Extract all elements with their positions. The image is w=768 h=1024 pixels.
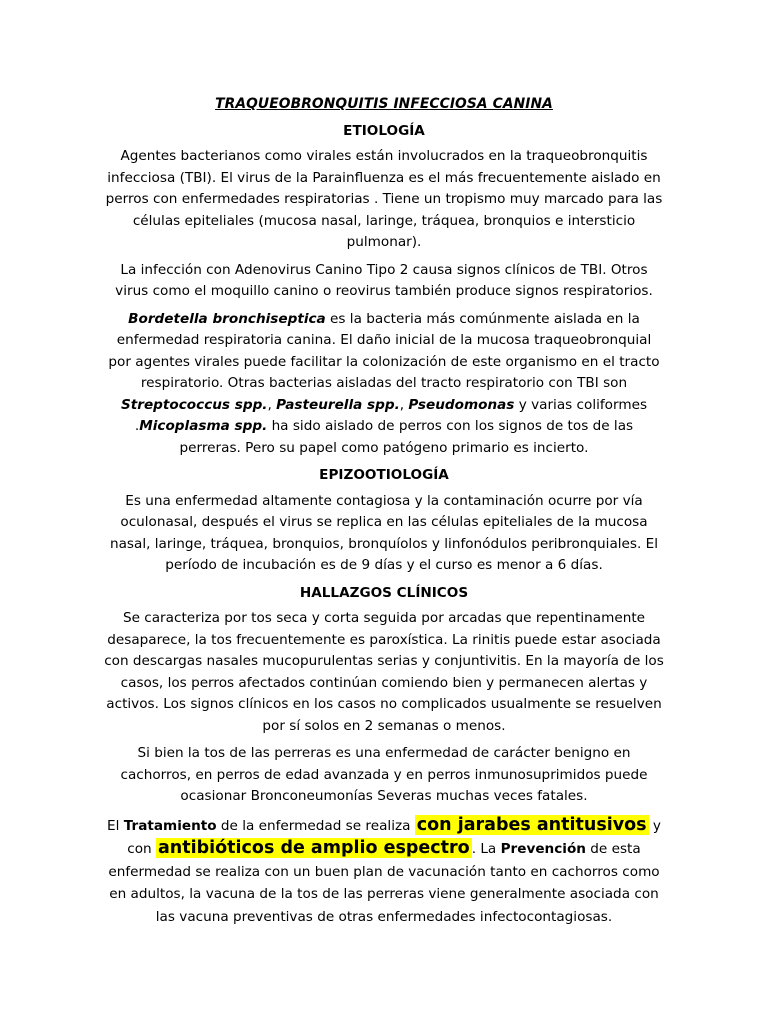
etiologia-paragraph-1: Agentes bacterianos como virales están involucrados en la traqueobronquitis infecciosa (TBI). El virus de la Parainfluenza es el más frecuentemente aislado en perros con enfermedades respiratorias . Tiene un tropismo muy marcado para las células epiteliales (mucosa nasal, laringe, tráquea, bronquios e intersticio pulmonar). xyxy=(105,148,663,250)
term-prevencion: Prevención xyxy=(500,841,586,857)
term-streptococcus: Streptococcus spp. xyxy=(120,396,268,413)
highlight-jarabes: con jarabes antitusivos xyxy=(416,814,647,835)
hallazgos-paragraph-1: Se caracteriza por tos seca y corta seguida por arcadas que repentinamente desaparece, la tos frecuentemente es paroxística. La rinitis puede estar asociada con descargas nasales mucopurulentas serias y conjuntivitis. En la mayoría de los casos, los perros afectados continúan comiendo bien y permanecen alertas y activos. Los signos clínicos en los casos no complicados usualmente se resuelven por sí solos en 2 semanas o menos. xyxy=(104,610,664,734)
text-segment: ha sido aislado de perros con los signos de tos de las perreras. Pero su papel como patógeno primario es incierto. xyxy=(179,418,634,456)
heading-etiologia: ETIOLOGÍA xyxy=(343,122,425,139)
term-tratamiento: Tratamiento xyxy=(123,817,217,834)
term-bordetella: Bordetella bronchiseptica xyxy=(128,310,326,327)
etiologia-paragraph-2: La infección con Adenovirus Canino Tipo 2 causa signos clínicos de TBI. Otros virus como el moquillo canino o reovirus también produce signos respiratorios. xyxy=(115,261,653,299)
hallazgos-paragraph-2: Si bien la tos de las perreras es una enfermedad de carácter benigno en cachorros, en perros de edad avanzada y en perros inmunosuprimidos puede ocasionar Bronconeumonías Severas muchas veces fatales. xyxy=(120,745,648,804)
epizootiologia-paragraph: Es una enfermedad altamente contagiosa y la contaminación ocurre por vía oculonasal, después el virus se replica en las células epiteliales de la mucosa nasal, laringe, tráquea, bronquios, bronquíolos y linfonódulos peribronquiales. El período de incubación es de 9 días y el curso es menor a 6 días. xyxy=(109,492,659,573)
text-segment: , xyxy=(399,396,409,413)
tratamiento-paragraph xyxy=(104,814,664,929)
text-segment: y con xyxy=(127,817,661,857)
term-pasteurella: Pasteurella spp. xyxy=(276,396,400,413)
text-segment: . La xyxy=(471,841,501,857)
heading-hallazgos-clinicos: HALLAZGOS CLÍNICOS xyxy=(299,584,469,601)
text-segment: , xyxy=(267,396,277,413)
document-title: TRAQUEOBRONQUITIS INFECCIOSA CANINA xyxy=(215,96,553,112)
term-pseudomonas: Pseudomonas xyxy=(408,396,515,413)
text-segment: El xyxy=(107,817,124,834)
document-body xyxy=(104,94,664,934)
etiologia-paragraph-3 xyxy=(104,309,664,460)
text-segment: de la enfermedad se realiza xyxy=(216,817,415,834)
text-segment: y varias coliformes . xyxy=(134,396,648,434)
text-segment: de esta enfermedad se realiza con un buen plan de vacunación tanto en cachorros como en adultos, la vacuna de la tos de las perreras viene generalmente asociada con las vacuna preventivas de otras enfermedades infectocontagiosas. xyxy=(108,841,660,925)
highlight-antibioticos: antibióticos de amplio espectro xyxy=(158,838,470,858)
term-micoplasma: Micoplasma spp. xyxy=(139,418,268,434)
heading-epizootiologia: EPIZOOTIOLOGÍA xyxy=(319,467,449,483)
text-segment: es la bacteria más comúnmente aislada en la enfermedad respiratoria canina. El daño inicial de la mucosa traqueobronquial por agentes virales puede facilitar la colonización de este organismo en el tracto respiratorio. Otras bacterias aisladas del tracto respiratorio con TBI son xyxy=(108,310,660,391)
